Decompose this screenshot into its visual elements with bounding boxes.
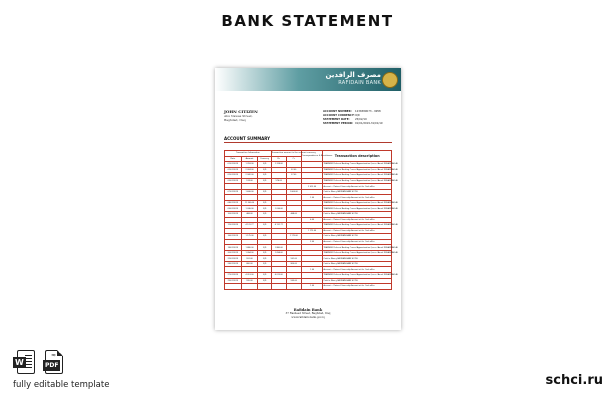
table-body <box>225 162 399 290</box>
table-cell: Account -- Claimed Ownership Account at the Cash office <box>323 284 392 290</box>
table-row <box>225 284 392 290</box>
table-cell: 4 013.00 <box>241 273 258 279</box>
table-cell: 1 036.00 <box>241 206 258 212</box>
table-cell: 4 131.77 <box>271 223 286 229</box>
table-cell: IQD <box>258 234 271 240</box>
statement-period-row: STATEMENT PERIOD: 01/01/2019-31/01/19 <box>323 122 383 125</box>
table-cell: 1 094.00 <box>271 250 286 256</box>
table-cell: Account -- Claimed Ownership Account at the Cash office <box>323 195 392 201</box>
table-cell: 27/01/2019 <box>225 273 242 279</box>
table-cell: 1.00 <box>301 267 323 273</box>
table-cell: 2 024.00 <box>241 167 258 173</box>
table-cell: TRANSFER Deferred Banking Ceased Approximation Queen (Anna) MUHAMMAD ALI <box>323 224 399 227</box>
table-cell: 2 015.00 <box>301 184 323 190</box>
table-cell: IQD <box>258 212 271 218</box>
table-cell: Cash to Money RAFIDAIN BANK HOTEL <box>323 256 392 262</box>
table-cell: 29/01/2019 <box>225 278 242 284</box>
table-cell: 591.00 <box>286 256 301 262</box>
customer-address-line: Abu Nawas Street, <box>224 114 253 118</box>
table-cell: IQD <box>258 200 271 206</box>
table-cell: 1 880.00 <box>271 245 286 251</box>
table-cell: 574.00 <box>271 178 286 184</box>
table-cell: 1 036.00 <box>271 206 286 212</box>
bank-logo-icon <box>382 72 398 88</box>
table-cell: 1 175.00 <box>286 234 301 240</box>
table-cell: 1 606.00 <box>286 189 301 195</box>
column-header-amount: Amount <box>241 156 258 162</box>
statement-date-row: STATEMENT DATE: 25/02/19 <box>323 118 367 121</box>
customer-block <box>224 109 258 122</box>
table-cell: 03/01/2019 <box>225 178 242 184</box>
table-cell: 1 880.00 <box>241 245 258 251</box>
table-cell: 591.00 <box>241 256 258 262</box>
table-cell: 16/01/2019 <box>225 234 242 240</box>
page-heading: BANK STATEMENT <box>221 12 394 30</box>
table-cell: 468.00 <box>241 212 258 218</box>
footer-website: www.rafidain-bank.gov.iq <box>291 315 325 319</box>
table-cell: 02/01/2019 <box>225 173 242 179</box>
table-cell <box>225 284 242 290</box>
statement-preview <box>215 68 401 330</box>
table-cell: 4 013.00 <box>271 273 286 279</box>
transactions-table <box>224 150 399 290</box>
table-cell: 11 300.00 <box>241 200 258 206</box>
table-group-header: Transaction amount in the account currency <box>271 152 316 155</box>
table-cell: TRANSFER Deferred Banking Ceased Approximation Queen (Anna) MUHAMMAD ALI <box>323 163 399 166</box>
column-header-currency: Currency <box>258 156 271 162</box>
account-info <box>323 110 383 126</box>
table-cell: IQD <box>258 167 271 173</box>
bank-header <box>215 68 401 91</box>
customer-name: JOHN CITIZEN <box>224 109 258 114</box>
table-cell: IQD <box>258 256 271 262</box>
table-cell: Account -- Claimed Ownership Account at the Cash office <box>323 228 392 234</box>
table-cell <box>271 284 286 290</box>
table-cell: 22/01/2019 <box>225 256 242 262</box>
table-cell: 468.00 <box>286 212 301 218</box>
table-cell: Account -- Claimed Ownership Account at the Cash office <box>323 184 392 190</box>
table-cell <box>241 284 258 290</box>
table-cell: 595.00 <box>241 278 258 284</box>
table-cell: 08/01/2019 <box>225 200 242 206</box>
table-cell: Account -- Claimed Ownership Account at the Cash office <box>323 267 392 273</box>
table-cell: IQD <box>258 178 271 184</box>
table-cell: TRANSFER Deferred Banking Ceased Approximation Queen (Anna) MUHAMMAD ALI <box>323 174 399 177</box>
table-cell: TRANSFER Deferred Banking Ceased Approximation Queen (Anna) MUHAMMAD ALI <box>323 274 399 277</box>
table-group-header: Transaction description <box>323 151 392 162</box>
site-watermark: schci.ru <box>545 373 603 388</box>
table-cell: 6.00 <box>301 217 323 223</box>
table-cell: IQD <box>258 278 271 284</box>
table-cell <box>286 284 301 290</box>
footer-bank-name: Rafidain Bank <box>293 308 323 312</box>
table-cell: 1 094.00 <box>241 250 258 256</box>
bank-name-arabic: مصرف الرافدين <box>325 71 381 79</box>
table-cell: 20/01/2019 <box>225 250 242 256</box>
table-cell: Cash to Money RAFIDAIN BANK HOTEL <box>323 278 392 284</box>
table-cell: 10/01/2019 <box>225 212 242 218</box>
account-currency-row: ACCOUNT CURRENCY:IQD <box>323 114 360 117</box>
table-cell: TRANSFER Deferred Banking Ceased Approximation Queen (Anna) MUHAMMAD ALI <box>323 207 399 210</box>
table-cell: 2.00 <box>301 239 323 245</box>
table-cell: 02/01/2019 <box>225 167 242 173</box>
account-summary-title: ACCOUNT SUMMARY <box>224 136 392 143</box>
table-group-header: Correspondence & Remittance <box>301 151 323 162</box>
table-cell: 37.00 <box>286 173 301 179</box>
column-header-dr: Dr <box>271 156 286 162</box>
table-cell: 4 131.77 <box>241 223 258 229</box>
table-cell: 595.00 <box>286 278 301 284</box>
table-cell: 1 175.00 <box>301 228 323 234</box>
table-cell: IQD <box>258 223 271 229</box>
table-cell: IQD <box>258 162 271 168</box>
table-cell <box>258 284 271 290</box>
table-cell: 18/01/2019 <box>225 245 242 251</box>
table-cell: 1 318.00 <box>241 162 258 168</box>
table-cell: Account -- Claimed Ownership Account at the Cash office <box>323 239 392 245</box>
table-cell: Cash to Money RAFIDAIN BANK HOTEL <box>323 212 392 218</box>
statement-footer <box>215 308 401 319</box>
table-cell: 1 175.00 <box>241 234 258 240</box>
table-cell: 574.00 <box>241 178 258 184</box>
editable-caption: fully editable template <box>13 380 110 390</box>
table-cell: IQD <box>258 206 271 212</box>
table-cell: 800.00 <box>286 261 301 267</box>
column-header-date: Date <box>225 156 242 162</box>
table-cell: IQD <box>258 250 271 256</box>
table-cell: TRANSFER Deferred Banking Ceased Approximation Queen (Anna) MUHAMMAD ALI <box>323 246 399 249</box>
table-group-header: Transaction Information <box>225 151 272 157</box>
customer-address-line: Baghdad, Iraq <box>224 118 246 122</box>
table-cell: IQD <box>258 261 271 267</box>
column-header-cr: Cr <box>286 156 301 162</box>
pdf-file-icon: ≈ PDF <box>45 350 63 374</box>
table-cell: Cash to Money RAFIDAIN BANK HOTEL <box>323 234 392 240</box>
word-file-icon: W <box>17 350 35 374</box>
table-cell: 1 606.00 <box>241 189 258 195</box>
table-cell: TRANSFER Deferred Banking Ceased Approximation Queen (Anna) MUHAMMAD ALI <box>323 180 399 182</box>
table-cell: 07/01/2019 <box>225 189 242 195</box>
table-cell: 2 342.00 <box>241 173 258 179</box>
table-cell: TRANSFER Deferred Banking Ceased Approximation Queen (Anna) MUHAMMAD ALI <box>323 202 399 205</box>
footer-address: 37 Rasheed Street, Baghdad, Iraq <box>285 312 331 315</box>
table-cell: Account -- Claimed Ownership Account at the Cash office <box>323 217 392 223</box>
table-cell: 800.00 <box>241 261 258 267</box>
table-cell: Cash to Money RAFIDAIN BANK HOTEL <box>323 189 392 195</box>
table-cell: 12/01/2019 <box>225 223 242 229</box>
table-cell: TRANSFER Deferred Banking Ceased Approximation Queen (Anna) MUHAMMAD ALI <box>323 252 399 255</box>
table-cell: 1.00 <box>301 284 323 290</box>
table-cell: 24/01/2019 <box>225 261 242 267</box>
account-number-row: ACCOUNT NUMBER: 1236589073 - 9958 <box>323 110 381 113</box>
table-cell: 52.00 <box>286 167 301 173</box>
table-cell: IQD <box>258 245 271 251</box>
table-cell: Cash to Money RAFIDAIN BANK HOTEL <box>323 261 392 267</box>
table-cell: IQD <box>258 273 271 279</box>
table-cell: 01/01/2019 <box>225 162 242 168</box>
table-cell: TRANSFER Deferred Banking Ceased Approximation Queen (Anna) MUHAMMAD ALI <box>323 168 399 171</box>
table-cell: 1.00 <box>301 195 323 201</box>
table-cell: 1 318.00 <box>271 162 286 168</box>
table-cell: 09/01/2019 <box>225 206 242 212</box>
table-cell: IQD <box>258 189 271 195</box>
table-cell: IQD <box>258 173 271 179</box>
bank-name-english: RAFIDAIN BANK <box>338 80 381 86</box>
